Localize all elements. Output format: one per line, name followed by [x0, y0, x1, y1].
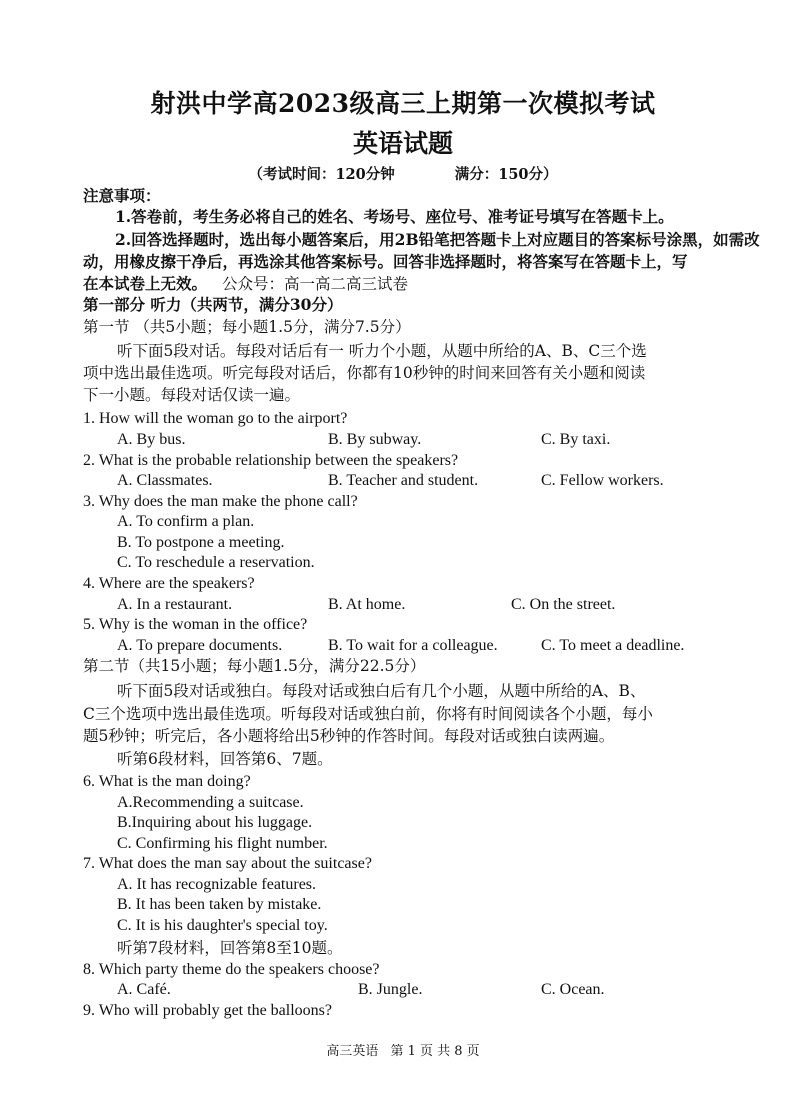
section1-heading: 第一节 （共5小题；每小题1.5分，满分7.5分） — [83, 318, 411, 336]
question-3: 3. Why does the man make the phone call? — [83, 493, 358, 510]
q8-option-b: B. Jungle. — [358, 981, 423, 998]
notes-heading: 注意事项： — [83, 186, 161, 205]
footer-subject: 高三英语 — [326, 1044, 379, 1059]
q3-option-a: A. To confirm a plan. — [117, 513, 255, 530]
q7-option-c: C. It is his daughter's special toy. — [117, 917, 328, 934]
section2-instruction-3: 题5秒钟；听完后，各小题将给出5秒钟的作答时间。每段对话或独白读两遍。 — [83, 727, 615, 745]
question-5: 5. Why is the woman in the office? — [83, 616, 308, 633]
q4-option-a: A. In a restaurant. — [117, 596, 233, 613]
q2-option-c: C. Fellow workers. — [541, 472, 664, 489]
q6-option-c: C. Confirming his flight number. — [117, 835, 328, 852]
q1-option-c: C. By taxi. — [541, 431, 611, 448]
q8-option-c: C. Ocean. — [541, 981, 605, 998]
section1-instruction-2: 项中选出最佳选项。听完每段对话后，你都有10秒钟的时间来回答有关小题和阅读 — [83, 364, 646, 382]
note-2b: 动，用橡皮擦干净后，再选涂其他答案标号。回答非选择题时，将答案写在答题卡上，写 — [83, 252, 688, 271]
section1-instruction-1: 听下面5段对话。每段对话后有一 听力个小题，从题中所给的A、B、C三个选 — [117, 342, 647, 360]
footer-page-number: 第 1 页 共 8 页 — [390, 1044, 480, 1059]
section2-heading: 第二节（共15小题；每小题1.5分，满分22.5分） — [83, 657, 426, 675]
q5-option-a: A. To prepare documents. — [117, 637, 283, 654]
note-2c: 在本试卷上无效。 — [83, 274, 208, 293]
wechat-note: 公众号：高一高二高三试卷 — [221, 275, 408, 293]
q7-option-a: A. It has recognizable features. — [117, 876, 317, 893]
material-6-note: 听第6段材料，回答第6、7题。 — [117, 750, 333, 768]
q5-option-c: C. To meet a deadline. — [541, 637, 685, 654]
q6-option-b: B.Inquiring about his luggage. — [117, 814, 313, 831]
section1-instruction-3: 下一小题。每段对话仅读一遍。 — [83, 386, 301, 404]
part1-heading: 第一部分 听力（共两节，满分30分） — [83, 295, 343, 314]
section2-instruction-2: C三个选项中选出最佳选项。听每段对话或独白前，你将有时间阅读各个小题，每小 — [83, 705, 653, 723]
exam-info — [0, 163, 806, 184]
question-1: 1. How will the woman go to the airport? — [83, 410, 348, 427]
note-2a: 2.回答选择题时，选出每小题答案后，用2B铅笔把答题卡上对应题目的答案标号涂黑，如需改 — [115, 230, 760, 249]
exam-subtitle: 英语试题 — [352, 129, 453, 158]
material-7-note: 听第7段材料，回答第8至10题。 — [117, 939, 343, 957]
q1-option-a: A. By bus. — [117, 431, 186, 448]
question-4: 4. Where are the speakers? — [83, 575, 255, 592]
q6-option-a: A.Recommending a suitcase. — [117, 794, 304, 811]
question-2: 2. What is the probable relationship between the speakers? — [83, 452, 459, 469]
note-1: 1.答卷前，考生务必将自己的姓名、考场号、座位号、准考证号填写在答题卡上。 — [115, 207, 674, 226]
q4-option-b: B. At home. — [328, 596, 406, 613]
q2-option-a: A. Classmates. — [117, 472, 213, 489]
q8-option-a: A. Café. — [117, 981, 171, 998]
exam-time: （考试时间：120分钟 — [248, 166, 395, 183]
q2-option-b: B. Teacher and student. — [328, 472, 479, 489]
question-6: 6. What is the man doing? — [83, 773, 251, 790]
question-9: 9. Who will probably get the balloons? — [83, 1002, 332, 1019]
q7-option-b: B. It has been taken by mistake. — [117, 896, 322, 913]
q3-option-b: B. To postpone a meeting. — [117, 534, 285, 551]
q5-option-b: B. To wait for a colleague. — [328, 637, 498, 654]
page-footer — [0, 1040, 806, 1059]
question-8: 8. Which party theme do the speakers choose? — [83, 961, 380, 978]
q1-option-b: B. By subway. — [328, 431, 422, 448]
exam-score: 满分：150分） — [454, 166, 558, 183]
section2-instruction-1: 听下面5段对话或独白。每段对话或独白后有几个小题，从题中所给的A、B、 — [117, 682, 646, 700]
note-2c-line — [83, 274, 408, 294]
q3-option-c: C. To reschedule a reservation. — [117, 554, 315, 571]
q4-option-c: C. On the street. — [511, 596, 616, 613]
exam-title: 射洪中学高2023级高三上期第一次模拟考试 — [150, 89, 656, 118]
question-7: 7. What does the man say about the suitcase? — [83, 855, 372, 872]
